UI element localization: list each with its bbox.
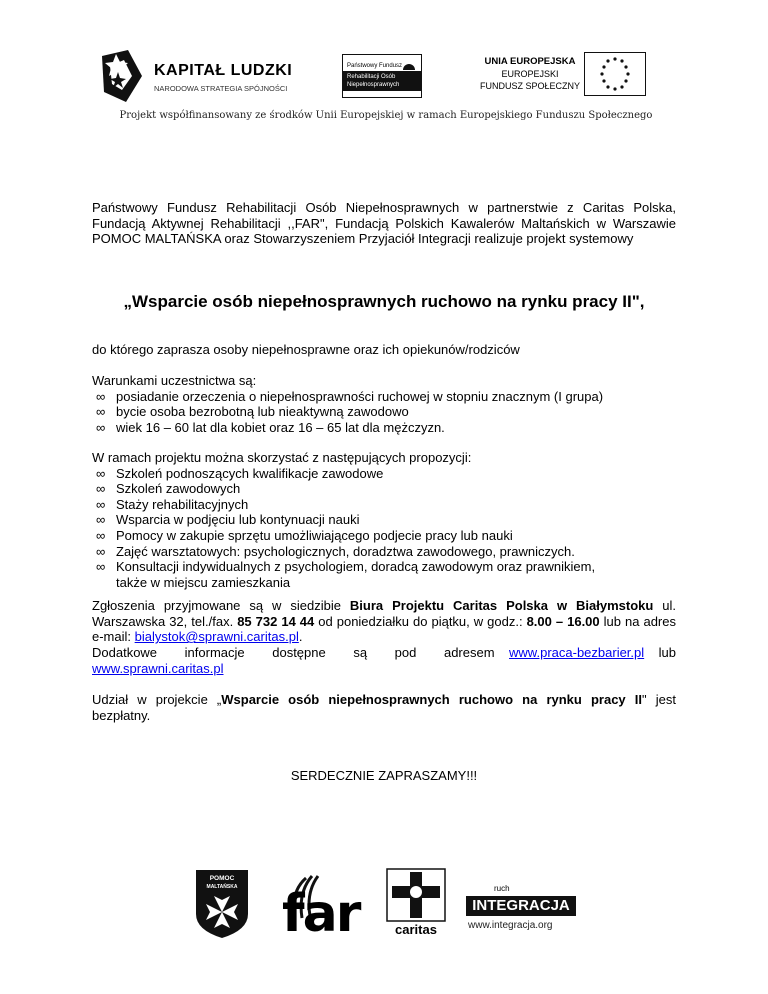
infinity-bullet-icon: ∞ (96, 388, 106, 404)
list-item: ∞ wiek 16 – 60 lat dla kobiet oraz 16 – 65 lat dla mężczyzn. (96, 419, 445, 435)
offers-heading: W ramach projektu można skorzystać z następujących propozycji: (92, 450, 472, 465)
kapital-title: KAPITAŁ LUDZKI (154, 62, 293, 79)
invite-line: do którego zaprasza osoby niepełnosprawne oraz ich opiekunów/rodziców (92, 342, 520, 357)
caritas-label: caritas (395, 922, 437, 937)
infinity-bullet-icon: ∞ (96, 527, 106, 543)
participation-paragraph: Udział w projekcie „Wsparcie osób niepełnosprawnych ruchowo na rynku pracy II" jest bezpłatny. (92, 692, 676, 723)
praca-bezbarier-link[interactable]: www.praca-bezbarier.pl (509, 645, 645, 660)
integracja-logo (466, 884, 582, 936)
pfron-line-2: Rehabilitacji Osób (347, 74, 396, 80)
list-item: ∞ Szkoleń zawodowych (96, 481, 241, 497)
integracja-small: ruch (494, 884, 510, 893)
kapital-ludzki-emblem-icon (98, 46, 146, 104)
offers-section (92, 450, 682, 590)
eu-line-2: EUROPEJSKI (501, 69, 559, 79)
list-item: ∞ Zajęć warsztatowych: psychologicznych, doradztwa zawodowego, prawniczych. (96, 543, 575, 559)
svg-text:POMOC: POMOC (209, 875, 235, 882)
pfron-line-3: Niepełnosprawnych (347, 82, 400, 88)
list-item: ∞ Konsultacji indywidualnych z psychologiem, doradcą zawodowym oraz prawnikiem, także w miejscu zamieszkania (96, 559, 596, 590)
kapital-ludzki-logo (98, 46, 298, 106)
infinity-bullet-icon: ∞ (96, 404, 106, 420)
list-item: ∞ Szkoleń podnoszących kwalifikacje zawodowe (96, 465, 384, 481)
project-title: „Wsparcie osób niepełnosprawnych ruchowo na rynku pracy II", (123, 292, 645, 311)
conditions-section (92, 373, 682, 435)
pfron-logo (342, 54, 422, 98)
eu-line-3: FUNDUSZ SPOŁECZNY (480, 81, 581, 91)
sprawni-caritas-link[interactable]: www.sprawni.caritas.pl (92, 661, 224, 676)
more-info-text: Dodatkowe informacje dostępne są pod adresem (92, 645, 495, 660)
pomoc-maltanska-logo (194, 868, 250, 940)
caritas-cross-icon (386, 868, 446, 922)
contact-phone: 85 732 14 44 (237, 613, 315, 629)
infinity-bullet-icon: ∞ (96, 465, 106, 481)
conditions-heading: Warunkami uczestnictwa są: (92, 373, 257, 388)
or-text: lub (658, 645, 676, 660)
far-logo (276, 872, 362, 944)
pfron-line-1: Państwowy Fundusz (347, 63, 403, 69)
contact-paragraph: Zgłoszenia przyjmowane są w siedzibie Biura Projektu Caritas Polska w Białymstoku ul. Warszawska 32, tel./fax. 85 732 14 44 od poniedziałku do piątku, w godz.: 8.00 – 16.00 lub na adres e-mail: bialystok@sprawni.caritas.pl. (92, 598, 676, 645)
offers-list (92, 466, 682, 591)
svg-text:MALTAŃSKA: MALTAŃSKA (206, 884, 238, 890)
eu-flag-icon (584, 52, 646, 96)
list-item: ∞ Wsparcia w podjęciu lub kontynuacji nauki (96, 512, 360, 528)
intro-paragraph: Państwowy Fundusz Rehabilitacji Osób Niepełnosprawnych w partnerstwie z Caritas Polska, Fundacją Aktywnej Rehabilitacji ,,FAR", Fundacją Polskich Kawalerów Maltańskich w Warszawie POMOC MALTAŃSKA oraz Stowarzyszeniem Przyjaciół Integracji realizuje projekt systemowy (92, 200, 676, 247)
pfron-emblem-icon (401, 56, 417, 72)
eu-title: UNIA EUROPEJSKA (484, 56, 576, 67)
list-item: ∞ posiadanie orzeczenia o niepełnosprawności ruchowej w stopniu znacznym (I grupa) (96, 388, 604, 404)
infinity-bullet-icon: ∞ (96, 543, 106, 559)
kapital-subtitle: NARODOWA STRATEGIA SPÓJNOŚCI (154, 84, 288, 93)
contact-org: Biura Projektu Caritas Polska w Białymstoku (349, 598, 654, 613)
list-item: ∞ Staży rehabilitacyjnych (96, 496, 249, 512)
integracja-wordmark: INTEGRACJA (466, 896, 576, 916)
list-item: ∞ Pomocy w zakupie sprzętu umożliwiającego podjecie pracy lub nauki (96, 527, 513, 543)
infinity-bullet-icon: ∞ (96, 559, 106, 575)
more-info-line (92, 645, 676, 661)
closing-line: SERDECZNIE ZAPRASZAMY!!! (290, 768, 478, 783)
participation-project-name: Wsparcie osób niepełnosprawnych ruchowo na rynku pracy II (221, 692, 643, 707)
infinity-bullet-icon: ∞ (96, 496, 106, 512)
infinity-bullet-icon: ∞ (96, 481, 106, 497)
integracja-url: www.integracja.org (468, 920, 553, 931)
contact-hours: 8.00 – 16.00 (526, 613, 600, 629)
list-item: ∞ bycie osoba bezrobotną lub nieaktywną zawodowo (96, 404, 409, 420)
conditions-list (92, 389, 682, 436)
caritas-logo (386, 868, 446, 942)
far-text: far (282, 884, 360, 944)
cofinance-note: Projekt współfinansowany ze środków Unii Europejskiej w ramach Europejskiego Funduszu Społecznego (119, 110, 653, 121)
eu-logo (480, 52, 670, 102)
email-link[interactable]: bialystok@sprawni.caritas.pl (134, 629, 299, 645)
infinity-bullet-icon: ∞ (96, 512, 106, 528)
infinity-bullet-icon: ∞ (96, 419, 106, 435)
